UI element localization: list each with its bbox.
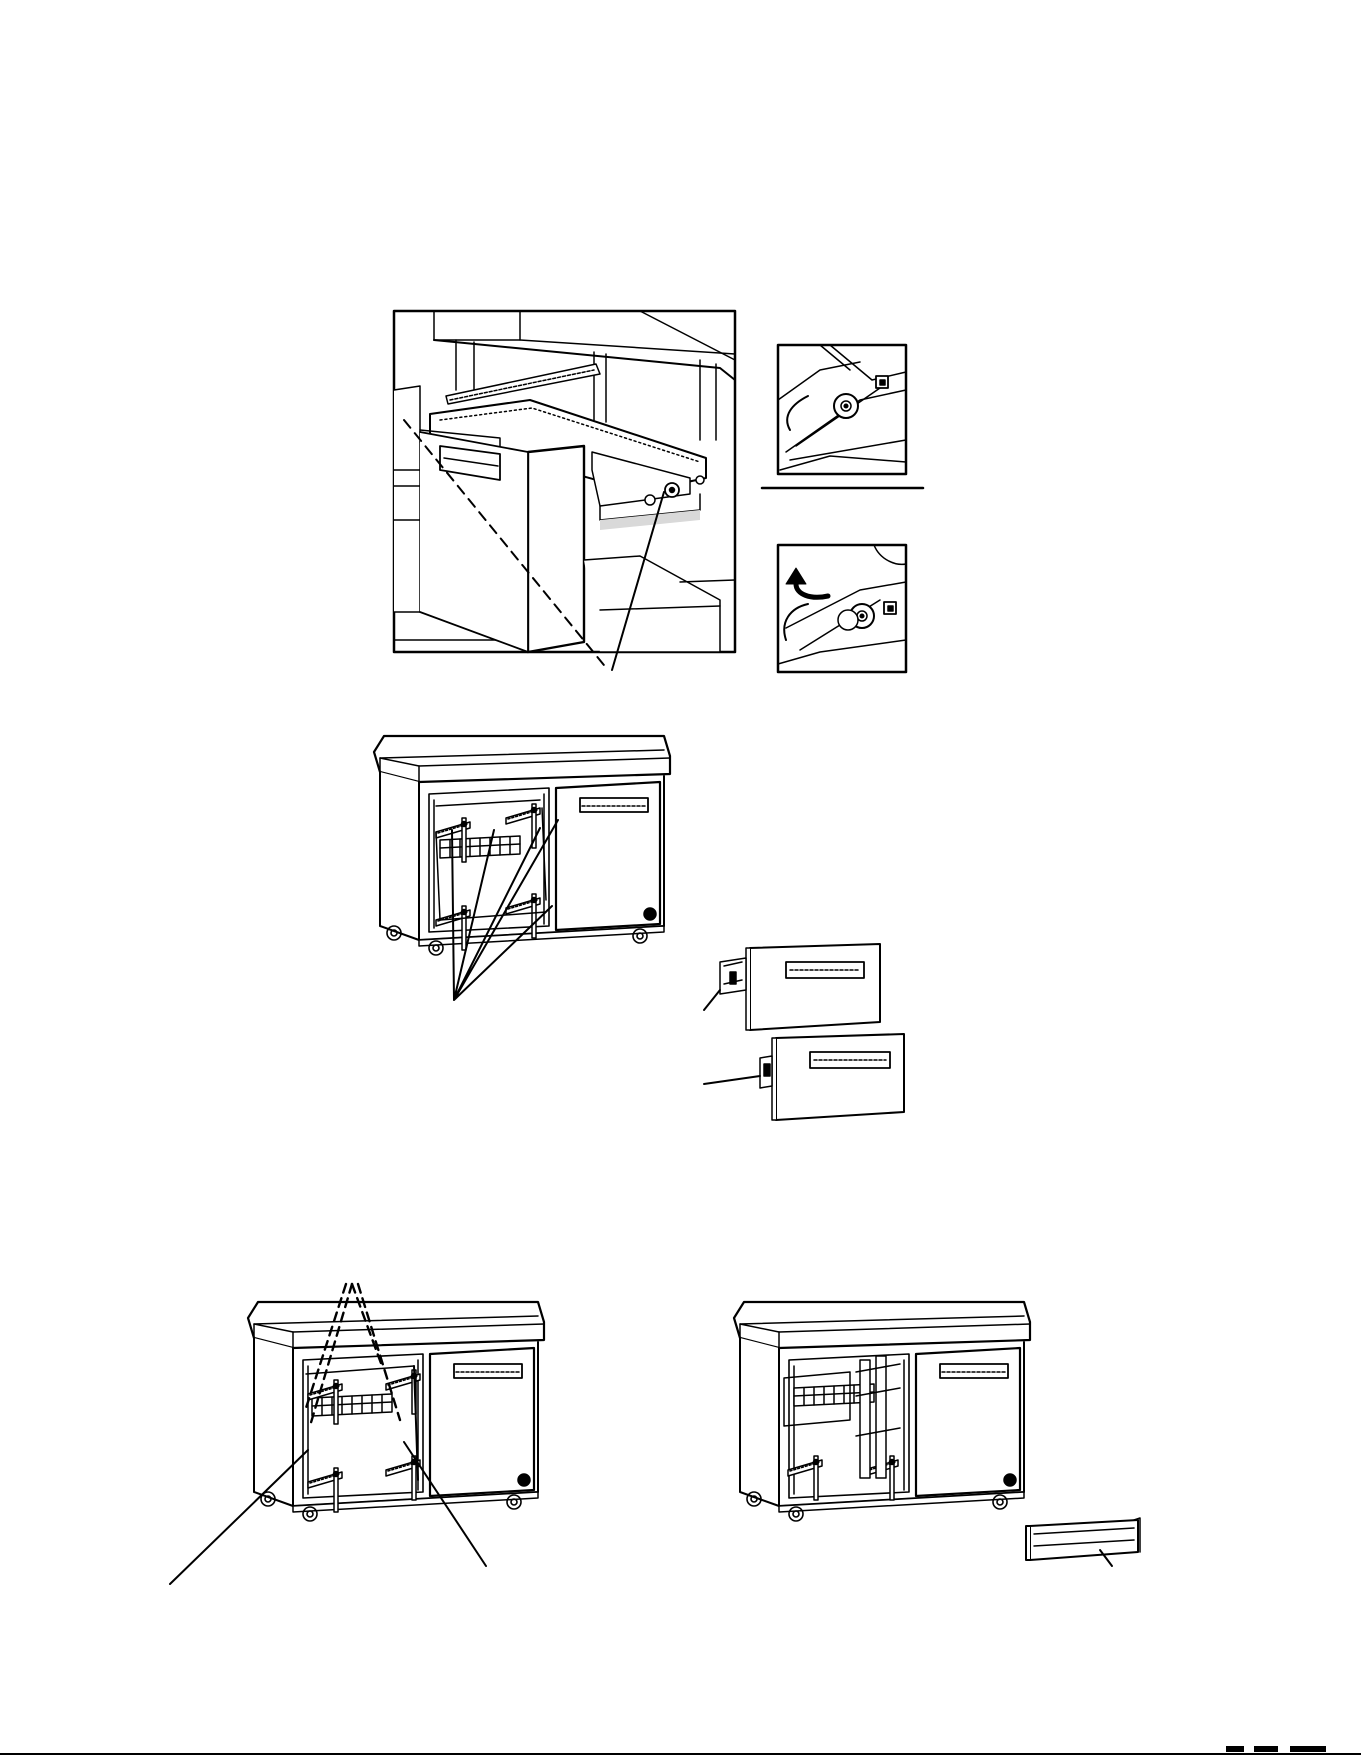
latch-lever-closeup-bottom xyxy=(778,545,906,672)
loose-drawer-front-upper xyxy=(704,944,880,1030)
loose-drawer-front-lower xyxy=(704,1034,904,1120)
drawer-slide-detail-figure xyxy=(394,311,735,670)
cabinet-rail-removal-figure xyxy=(170,1284,544,1584)
page-footer-mark xyxy=(1226,1746,1326,1752)
latch-lever-closeup-top xyxy=(778,345,906,474)
cabinet-with-slides-figure xyxy=(374,736,670,1000)
cabinet-rails-removed-figure xyxy=(734,1302,1140,1566)
